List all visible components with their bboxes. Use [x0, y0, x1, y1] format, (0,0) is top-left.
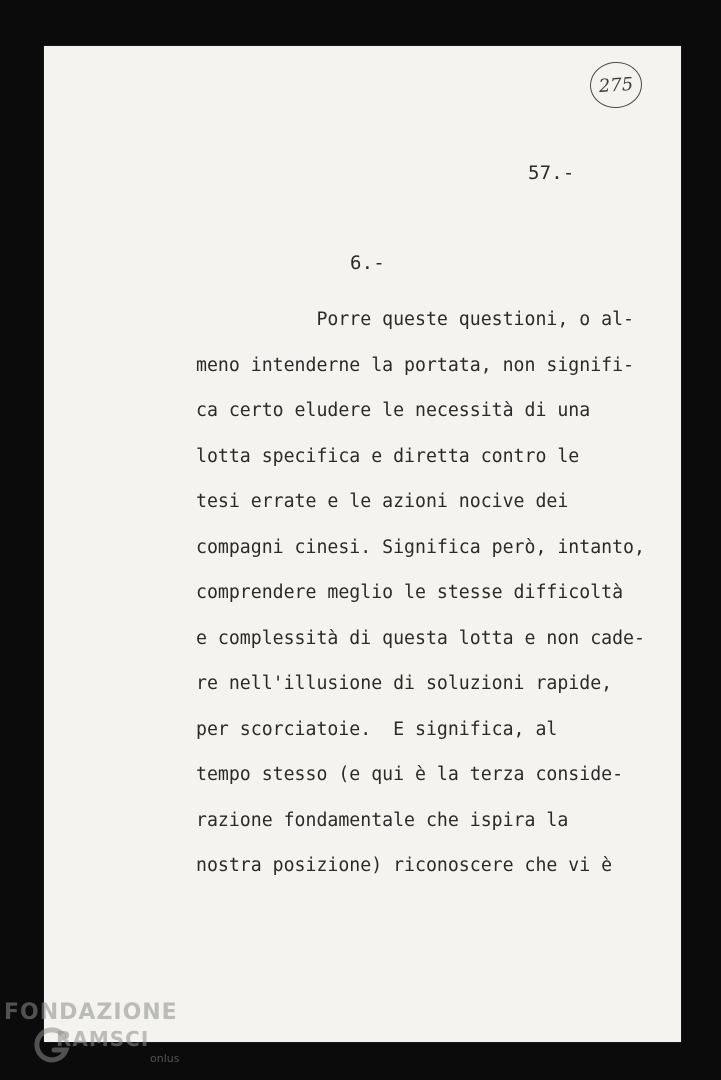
- text-line: nostra posizione) riconoscere che vi è: [196, 855, 613, 876]
- section-number: 6.-: [350, 252, 385, 274]
- text-line: Porre queste questioni, o al-: [196, 309, 634, 330]
- watermark-suffix: onlus: [150, 1052, 180, 1065]
- text-line: e complessità di questa lotta e non cade-: [196, 627, 645, 649]
- page-number: 57.-: [528, 162, 575, 184]
- text-line: compagni cinesi. Significa però, intanto,: [196, 536, 645, 558]
- text-line: meno intenderne la portata, non signifi-: [196, 354, 634, 376]
- text-line: lotta specifica e diretta contro le: [196, 445, 580, 467]
- typewritten-page: [44, 46, 681, 1042]
- body-text: [196, 306, 645, 898]
- watermark-line1: FONDAZIONE: [4, 1000, 178, 1025]
- text-line: tesi errate e le azioni nocive dei: [196, 491, 569, 512]
- foundation-watermark-logo: [4, 1000, 184, 1078]
- text-line: comprendere meglio le stesse difficoltà: [196, 582, 624, 603]
- watermark-line2: RAMSCI: [56, 1027, 150, 1051]
- text-line: re nell'illusione di soluzioni rapide,: [196, 673, 613, 694]
- text-line: razione fondamentale che ispira la: [196, 809, 569, 831]
- text-line: tempo stesso (e qui è la terza conside-: [196, 764, 624, 785]
- text-line: ca certo eludere le necessità di una: [196, 400, 591, 421]
- archive-page-stamp: 275: [588, 60, 643, 110]
- text-line: per scorciatoie. E significa, al: [196, 718, 558, 740]
